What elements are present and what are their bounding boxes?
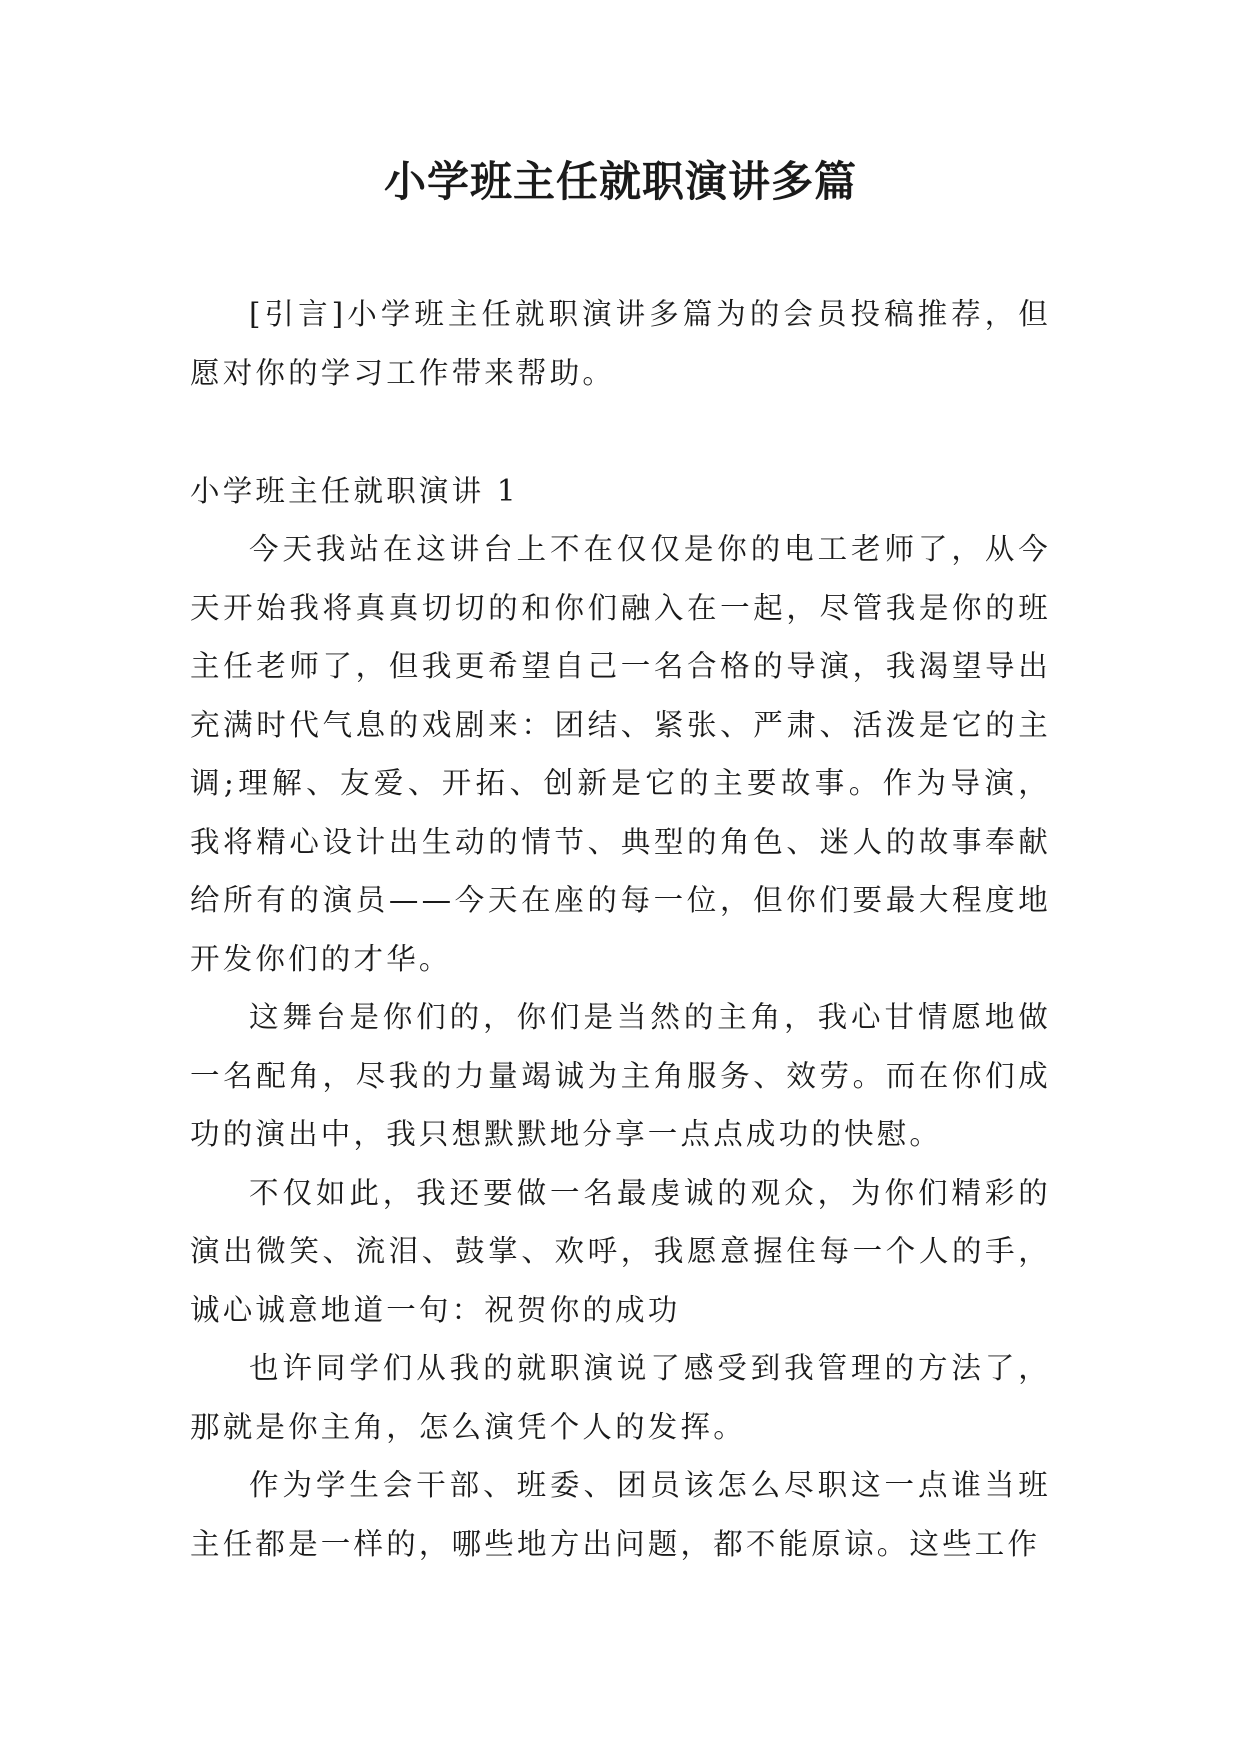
document-title: 小学班主任就职演讲多篇 — [383, 157, 857, 206]
section-body — [190, 520, 1051, 1573]
section-heading: 小学班主任就职演讲 1 — [190, 474, 519, 508]
body-paragraph: 今天我站在这讲台上不在仅仅是你的电工老师了，从今天开始我将真真切切的和你们融入在一起，尽管我是你的班主任老师了，但我更希望自己一名合格的导演，我渴望导出充满时代气息的戏剧来：团结、紧张、严肃、活泼是它的主调;理解、友爱、开拓、创新是它的主要故事。作为导演，我将精心设计出生动的情节、典型的角色、迷人的故事奉献给所有的演员——今天在座的每一位，但你们要最大程度地开发你们的才华。 — [190, 532, 1051, 976]
body-paragraph: 这舞台是你们的，你们是当然的主角，我心甘情愿地做一名配角，尽我的力量竭诚为主角服务、效劳。而在你们成功的演出中，我只想默默地分享一点点成功的快慰。 — [190, 1000, 1051, 1151]
body-paragraph: 不仅如此，我还要做一名最虔诚的观众，为你们精彩的演出微笑、流泪、鼓掌、欢呼，我愿意握住每一个人的手，诚心诚意地道一句：祝贺你的成功 — [190, 1175, 1051, 1327]
intro-paragraph: [引言]小学班主任就职演讲多篇为的会员投稿推荐，但愿对你的学习工作带来帮助。 — [190, 297, 1051, 390]
body-paragraph: 作为学生会干部、班委、团员该怎么尽职这一点谁当班主任都是一样的，哪些地方出问题，都不能原谅。这些工作 — [190, 1468, 1051, 1561]
body-paragraph: 也许同学们从我的就职演说了感受到我管理的方法了，那就是你主角，怎么演凭个人的发挥。 — [190, 1351, 1051, 1444]
